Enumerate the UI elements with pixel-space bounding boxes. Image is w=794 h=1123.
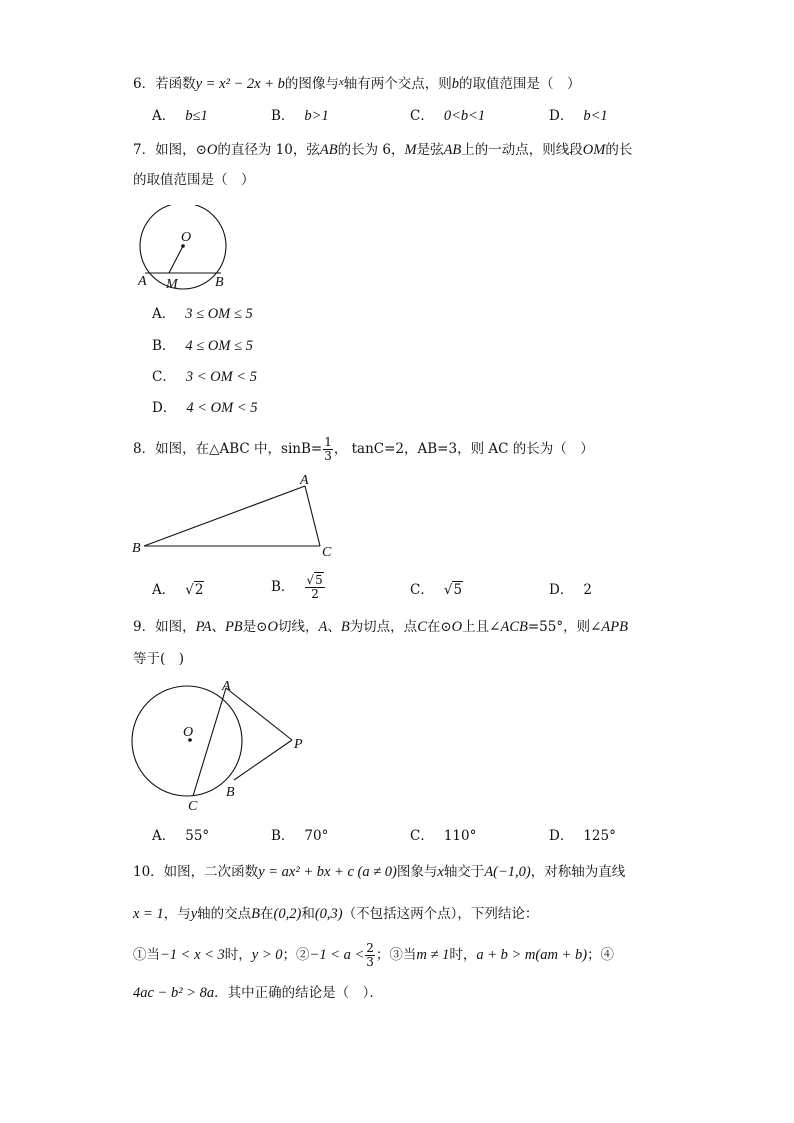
q6-formula: y = x² − 2x + b [195,76,285,92]
q8-option-b[interactable]: B． $\frac{√5}{2}$ [271,573,323,601]
q10-stem-line2: x = 1，与y轴的交点B在(0,2)和(0,3)（不包括这两个点），下列结论： [133,906,539,922]
q8-label-b: B [132,541,141,556]
q9-chord-ac [193,688,226,796]
q9-label-a: A [222,679,231,694]
q7-option-b[interactable]: B． 4 ≤ OM ≤ 5 [152,338,253,354]
q8-fraction: $\frac{1}{3}$ [324,435,332,463]
q8-option-a[interactable]: A． √2 [152,582,204,598]
q9-tangent-pb [234,740,292,780]
q10-fraction: $\frac{2}{3}$ [366,941,374,969]
q6-option-b[interactable]: B． b>1 [271,108,329,124]
q6-stem: 6．若函数y = x² − 2x + b的图像与$^x$轴有两个交点，则b的取值范围是（ ） [133,76,581,92]
q9-label-b: B [226,785,235,800]
q7-label-b: B [215,275,224,290]
q9-label-c: C [188,799,198,814]
q9-stem-line1: 9．如图，PA、PB是⊙O切线，A、B为切点，点C在⊙O上且∠ACB=55°，则∠APB [133,619,628,635]
q7-segment-om [169,246,183,273]
q7-label-o: O [181,230,192,245]
q9-stem-line2: 等于( ) [133,651,185,667]
q9-option-a[interactable]: A． 55° [152,828,210,844]
q9-circle [132,686,242,796]
q8-side-ac [305,486,320,546]
q7-option-c[interactable]: C． 3 < OM < 5 [152,369,257,385]
q8-figure [130,472,342,560]
q6-option-c[interactable]: C． 0<b<1 [410,108,486,124]
q8-label-c: C [322,545,332,560]
q8-stem: 8．如图，在△ABC 中，sinB= $\frac{1}{3}$ ， tanC=2，AB=3，则 AC 的长为（ ） [133,435,594,463]
q7-figure [134,205,244,297]
q9-option-c[interactable]: C． 110° [410,828,477,844]
q7-label-m: M [166,277,178,292]
q10-stem-line1: 10．如图，二次函数y = ax² + bx + c (a ≠ 0)图象与x轴交于A(−1,0)，对称轴为直线 [133,864,626,880]
q10-stem-line3: ①当−1 < x < 3时，y > 0；②−1 < a < $\frac{2}{3}$ ；③当m ≠ 1时，a + b > m(am + b)；④ [133,941,615,969]
q7-stem-line1: 7．如图，⊙O的直径为 10，弦AB的长为 6，M是弦AB上的一动点，则线段OM的长 [133,142,633,158]
q9-label-p: P [294,737,303,752]
q9-option-d[interactable]: D． 125° [549,828,616,844]
q8-option-d[interactable]: D． 2 [549,582,592,598]
q9-label-o: O [183,725,194,740]
q7-label-a: A [138,274,147,289]
q9-tangent-pa [226,688,292,740]
q7-stem-line2: 的取值范围是（ ） [133,172,255,188]
q6-option-a[interactable]: A． b≤1 [152,108,208,124]
q6-option-d[interactable]: D． b<1 [549,108,608,124]
q9-figure [128,676,314,816]
q10-stem-line4: 4ac − b² > 8a．其中正确的结论是（ ）． [133,985,383,1001]
q7-option-d[interactable]: D． 4 < OM < 5 [152,400,258,416]
q9-option-b[interactable]: B． 70° [271,828,329,844]
q7-option-a[interactable]: A． 3 ≤ OM ≤ 5 [152,306,253,322]
q8-side-ba [144,486,305,546]
q8-option-c[interactable]: C． √5 [410,582,463,598]
q8-label-a: A [300,473,309,488]
